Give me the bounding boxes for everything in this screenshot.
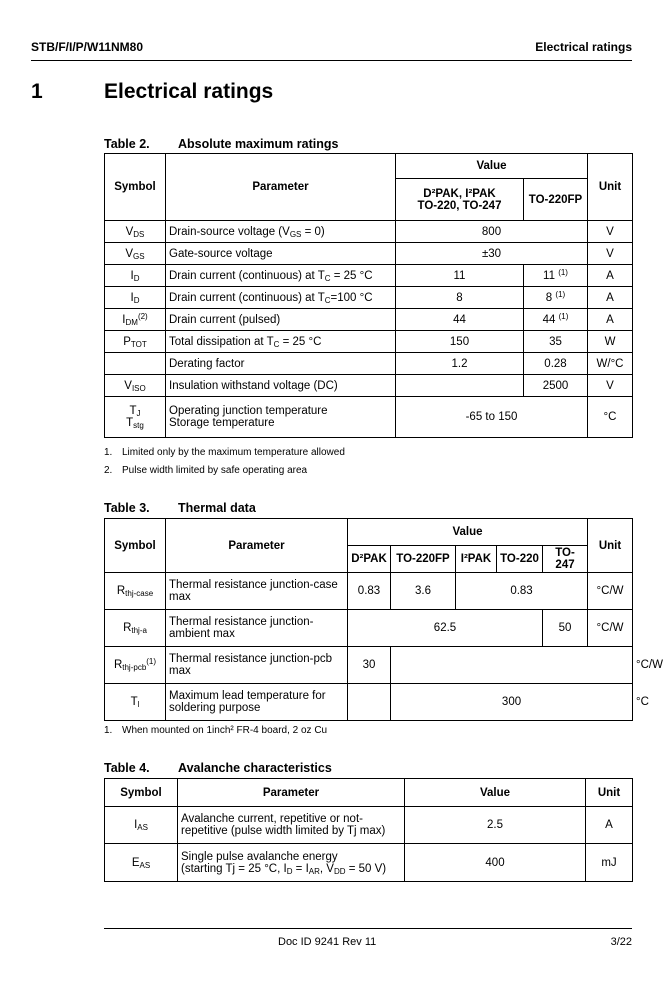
table4-caption [104, 761, 332, 775]
table-row: $T_l$ Maximum lead temperature for soldering purpose 300 °C [105, 684, 633, 721]
value-cell: -65 to 150 [396, 397, 588, 438]
value-cell [391, 647, 633, 684]
table2-header-symbol: Symbol [105, 154, 166, 221]
table-row [105, 844, 633, 882]
value-cell: 50 [543, 610, 588, 647]
table-row [105, 265, 633, 287]
parameter-cell: Total dissipation at $T_C = 25$ °C [166, 331, 396, 353]
parameter-cell: Drain current (continuous) at $T_C = 25$ °C [166, 265, 396, 287]
unit-cell: °C/W [588, 610, 633, 647]
table4-header-unit: Unit [586, 779, 633, 807]
value-cell: 44 $^{(1)}$ [524, 309, 588, 331]
table3-thermal-data [104, 518, 663, 721]
table2-header-value: Value [396, 154, 588, 179]
table2-header-col-to220fp: TO-220FP [524, 179, 588, 221]
value-cell: 8 $^{(1)}$ [524, 287, 588, 309]
table-row: $R_{thj-pcb}^{(1)}$ Thermal resistance junction-pcb max 30 °C/W [105, 647, 633, 684]
table3-header-symbol: Symbol [105, 519, 166, 573]
value-cell: 0.83 [456, 573, 588, 610]
running-header-part-number: STB/F/I/P/W11NM80 [31, 40, 144, 54]
unit-cell: V [588, 375, 633, 397]
symbol-cell: $P_{TOT}$ [105, 331, 166, 353]
unit-cell: W/°C [588, 353, 633, 375]
table3-title: Thermal data [178, 501, 256, 515]
value-cell: 0.83 [348, 573, 391, 610]
value-cell: 11 $^{(1)}$ [524, 265, 588, 287]
symbol-cell: $I_{DM}^{(2)}$ [105, 309, 166, 331]
table-row [105, 309, 633, 331]
value-cell: 44 [396, 309, 524, 331]
value-cell: 3.6 [391, 573, 456, 610]
value-cell: 30 [348, 647, 391, 684]
parameter-cell: Avalanche current, repetitive or not- repetitive (pulse width limited by Tj max) [178, 807, 405, 844]
section-number: 1 [31, 80, 43, 103]
symbol-cell: $R_{thj-case}$ [105, 573, 166, 610]
value-cell: 8 [396, 287, 524, 309]
symbol-cell: $T_J$ $T_{stg}$ [105, 397, 166, 438]
table-row [105, 353, 633, 375]
table3-number: Table 3. [104, 501, 150, 515]
symbol-cell [105, 353, 166, 375]
footer-doc-id: Doc ID 9241 Rev 11 [278, 936, 377, 948]
value-cell: 1.2 [396, 353, 524, 375]
table3-header-col: D²PAK [348, 546, 391, 573]
table3-header-parameter: Parameter [166, 519, 348, 573]
symbol-cell: $I_{AS}$ [105, 807, 178, 844]
table2-header-parameter: Parameter [166, 154, 396, 221]
table3-header-value: Value [348, 519, 588, 546]
table3-footnote: 1. When mounted on 1inch² FR-4 board, 2 oz Cu [104, 725, 328, 736]
unit-cell: A [588, 309, 633, 331]
header-rule [31, 60, 632, 61]
unit-cell: V [588, 243, 633, 265]
parameter-cell: Maximum lead temperature for soldering purpose [166, 684, 348, 721]
symbol-cell: $V_{GS}$ [105, 243, 166, 265]
table2-absolute-maximum-ratings [104, 153, 633, 438]
parameter-cell: Insulation withstand voltage (DC) [166, 375, 396, 397]
table2-header-col-d2pak: D²PAK, I²PAK TO-220, TO-247 [396, 179, 524, 221]
symbol-cell: $I_D$ [105, 265, 166, 287]
parameter-cell: Thermal resistance junction-pcb max [166, 647, 348, 684]
symbol-cell: $E_{AS}$ [105, 844, 178, 882]
parameter-cell: Drain-source voltage $(V_{GS} = 0)$ [166, 221, 396, 243]
parameter-cell: Drain current (continuous) at $T_C=100$ °C [166, 287, 396, 309]
table4-avalanche-characteristics [104, 778, 633, 882]
table3-caption [104, 501, 256, 515]
symbol-cell: $V_{ISO}$ [105, 375, 166, 397]
unit-cell: mJ [586, 844, 633, 882]
table2-footnote: 2. Pulse width limited by safe operating area [104, 465, 308, 476]
table-row [105, 221, 633, 243]
footer-rule [104, 928, 632, 929]
table4-number: Table 4. [104, 761, 150, 775]
running-header-section: Electrical ratings [535, 40, 632, 54]
symbol-cell: $R_{thj-a}$ [105, 610, 166, 647]
table3-header-col: TO-220 [497, 546, 543, 573]
table4-header-symbol: Symbol [105, 779, 178, 807]
value-cell: 2.5 [405, 807, 586, 844]
table4-header-parameter: Parameter [178, 779, 405, 807]
value-cell: 0.28 [524, 353, 588, 375]
section-title: Electrical ratings [104, 80, 274, 103]
value-cell [348, 684, 391, 721]
parameter-cell: Thermal resistance junction-case max [166, 573, 348, 610]
table2-number: Table 2. [104, 137, 150, 151]
unit-cell: A [588, 265, 633, 287]
value-cell: 150 [396, 331, 524, 353]
symbol-cell: $I_D$ [105, 287, 166, 309]
value-cell [396, 375, 524, 397]
value-cell: ±30 [396, 243, 588, 265]
table-row [105, 807, 633, 844]
value-cell: 400 [405, 844, 586, 882]
table-row [105, 610, 633, 647]
symbol-cell: $R_{thj-pcb}^{(1)}$ [105, 647, 166, 684]
unit-cell: A [586, 807, 633, 844]
parameter-cell: Operating junction temperature Storage temperature [166, 397, 396, 438]
table-row [105, 243, 633, 265]
value-cell: 11 [396, 265, 524, 287]
table4-header-value: Value [405, 779, 586, 807]
symbol-cell: $V_{DS}$ [105, 221, 166, 243]
parameter-cell: Gate-source voltage [166, 243, 396, 265]
unit-cell: W [588, 331, 633, 353]
table4-title: Avalanche characteristics [178, 761, 332, 775]
table3-header-unit: Unit [588, 519, 633, 573]
footer-page-number: 3/22 [610, 936, 632, 948]
value-cell: 2500 [524, 375, 588, 397]
unit-cell: A [588, 287, 633, 309]
table-row [105, 287, 633, 309]
value-cell: 35 [524, 331, 588, 353]
table2-title: Absolute maximum ratings [178, 137, 339, 151]
table-row [105, 331, 633, 353]
value-cell: 62.5 [348, 610, 543, 647]
table-row [105, 375, 633, 397]
unit-cell: °C [588, 397, 633, 438]
parameter-cell: Drain current (pulsed) [166, 309, 396, 331]
parameter-cell: Single pulse avalanche energy (starting Tj = 25 °C, $I_D = I_{AR}$, $V_{DD} = 50$ V) [178, 844, 405, 882]
table3-header-col: I²PAK [456, 546, 497, 573]
table3-header-col: TO-247 [543, 546, 588, 573]
value-cell: 800 [396, 221, 588, 243]
unit-cell: V [588, 221, 633, 243]
table2-caption [104, 137, 338, 151]
parameter-cell: Derating factor [166, 353, 396, 375]
table2-footnote: 1. Limited only by the maximum temperature allowed [104, 447, 345, 458]
parameter-cell: Thermal resistance junction-ambient max [166, 610, 348, 647]
table2-header-unit: Unit [588, 154, 633, 221]
table-row [105, 573, 633, 610]
value-cell: 300 [391, 684, 633, 721]
unit-cell: °C/W [588, 573, 633, 610]
symbol-cell: $T_l$ [105, 684, 166, 721]
table-row [105, 397, 633, 438]
table3-header-col: TO-220FP [391, 546, 456, 573]
